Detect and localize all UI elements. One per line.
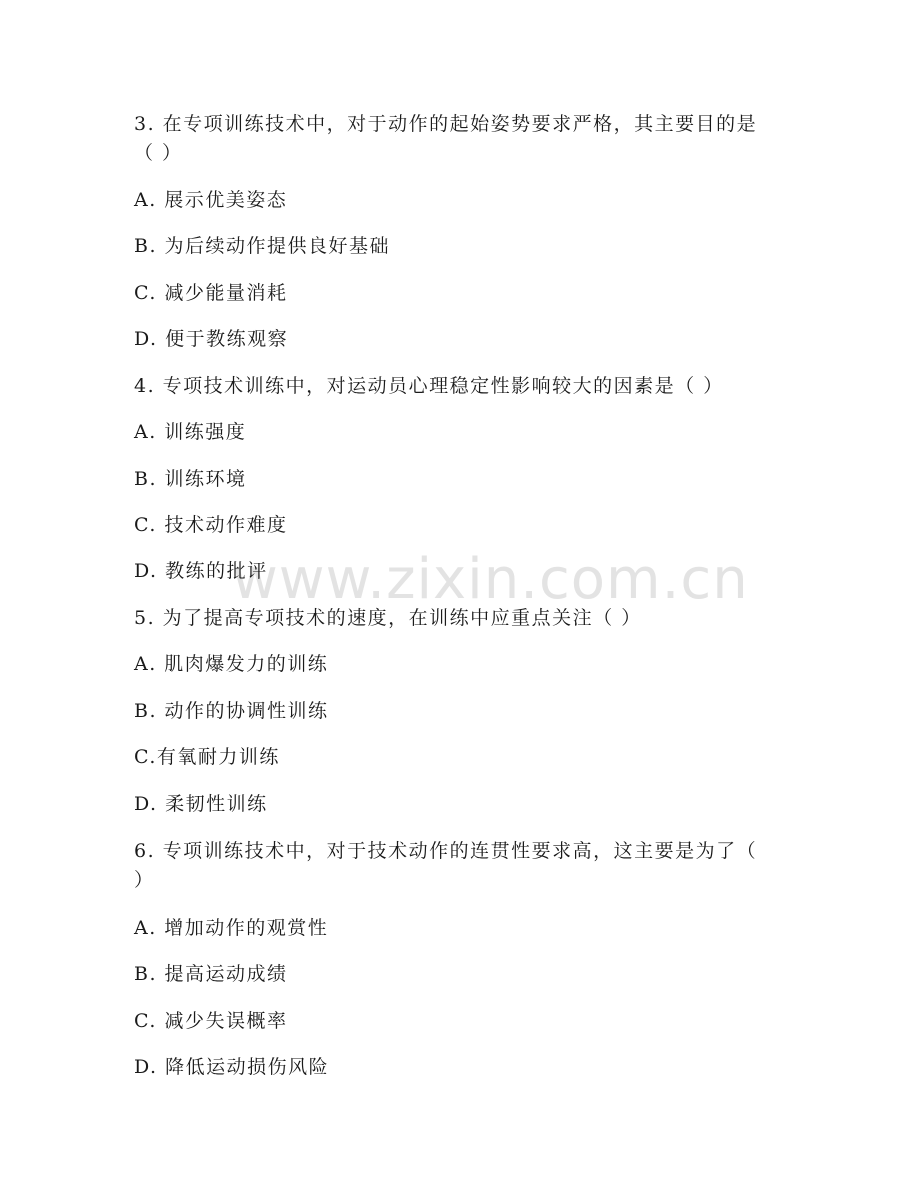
question-4-stem: 4. 专项技术训练中，对运动员心理稳定性影响较大的因素是（ ） — [134, 375, 724, 397]
question-5-stem: 5. 为了提高专项技术的速度，在训练中应重点关注（ ） — [134, 607, 642, 629]
question-5-option-a: A. 肌肉爆发力的训练 — [134, 653, 329, 675]
question-3-answer-blank: （ ） — [134, 142, 183, 164]
question-6-option-a: A. 增加动作的观赏性 — [134, 917, 329, 939]
question-6-option-c: C. 减少失误概率 — [134, 1010, 288, 1032]
question-6-answer-blank: ） — [134, 869, 155, 891]
question-3-option-c: C. 减少能量消耗 — [134, 282, 288, 304]
question-4-option-d: D. 教练的批评 — [134, 560, 268, 582]
question-3-option-d: D. 便于教练观察 — [134, 328, 289, 350]
question-6-option-d: D. 降低运动损伤风险 — [134, 1056, 330, 1078]
question-4-option-b: B. 训练环境 — [134, 468, 247, 490]
question-5-option-d: D. 柔韧性训练 — [134, 793, 268, 815]
watermark: www.zixin.com.cn — [232, 547, 749, 612]
question-4-option-a: A. 训练强度 — [134, 421, 247, 443]
question-5-option-c: C.有氧耐力训练 — [134, 746, 280, 768]
question-6-stem: 6. 专项训练技术中，对于技术动作的连贯性要求高，这主要是为了（ — [134, 840, 758, 862]
question-4-option-c: C. 技术动作难度 — [134, 514, 288, 536]
question-3-option-b: B. 为后续动作提供良好基础 — [134, 235, 391, 257]
question-5-option-b: B. 动作的协调性训练 — [134, 700, 329, 722]
question-6-option-b: B. 提高运动成绩 — [134, 963, 288, 985]
question-3-stem: 3. 在专项训练技术中，对于动作的起始姿势要求严格，其主要目的是 — [134, 113, 758, 135]
question-3-option-a: A. 展示优美姿态 — [134, 189, 288, 211]
